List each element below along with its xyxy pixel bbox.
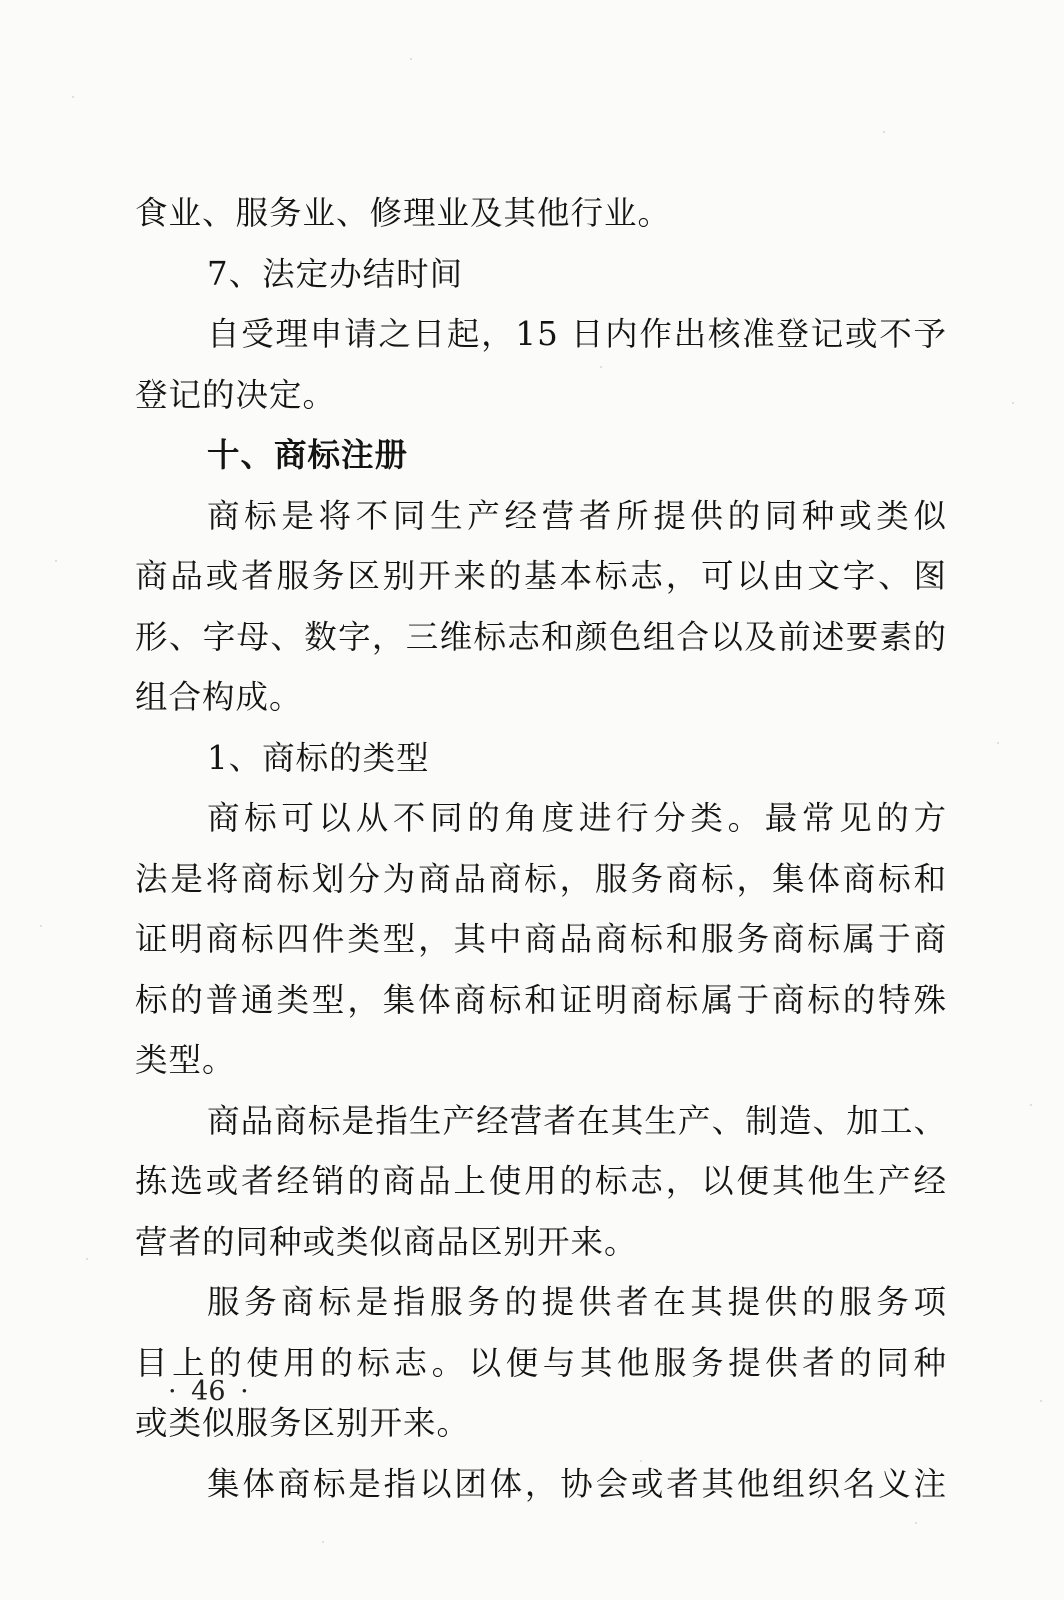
text-line: 形、字母、数字，三维标志和颜色组合以及前述要素的 bbox=[135, 617, 947, 656]
section-subheading: 7、法定办结时间 bbox=[207, 254, 464, 293]
text-line: 登记的决定。 bbox=[135, 375, 337, 414]
text-line: 商品或者服务区别开来的基本标志，可以由文字、图 bbox=[135, 557, 947, 595]
speck bbox=[883, 131, 885, 133]
text-line: 拣选或者经销的商品上使用的标志，以便其他生产经 bbox=[135, 1162, 947, 1200]
speck bbox=[1040, 1400, 1042, 1402]
speck bbox=[1012, 402, 1014, 404]
text-line: 服务商标是指服务的提供者在其提供的服务项 bbox=[207, 1283, 947, 1321]
speck bbox=[86, 1258, 88, 1260]
text-line: 自受理申请之日起，15 日内作出核准登记或不予 bbox=[207, 315, 947, 353]
section-subheading: 1、商标的类型 bbox=[207, 738, 430, 777]
speck bbox=[322, 1541, 324, 1543]
speck bbox=[72, 96, 74, 98]
section-heading: 十、商标注册 bbox=[207, 435, 409, 474]
speck bbox=[410, 58, 412, 60]
page-number: · 46 · bbox=[168, 1376, 249, 1407]
body-text bbox=[135, 183, 947, 1514]
speck bbox=[997, 742, 999, 744]
speck bbox=[40, 925, 42, 927]
text-line: 证明商标四件类型，其中商品商标和服务商标属于商 bbox=[135, 920, 947, 958]
text-line: 组合构成。 bbox=[135, 678, 303, 716]
text-line: 食业、服务业、修理业及其他行业。 bbox=[135, 194, 672, 232]
text-line: 商品商标是指生产经营者在其生产、制造、加工、 bbox=[207, 1101, 947, 1140]
text-line: 类型。 bbox=[135, 1041, 236, 1079]
text-line: 标的普通类型，集体商标和证明商标属于商标的特殊 bbox=[135, 980, 947, 1019]
text-line: 营者的同种或类似商品区别开来。 bbox=[135, 1222, 638, 1261]
speck bbox=[55, 560, 57, 562]
text-line: 集体商标是指以团体，协会或者其他组织名义注 bbox=[207, 1464, 947, 1503]
speck bbox=[1030, 1104, 1032, 1106]
text-line: 或类似服务区别开来。 bbox=[135, 1404, 471, 1442]
text-line: 法是将商标划分为商品商标，服务商标，集体商标和 bbox=[135, 859, 947, 898]
text-line: 目上的使用的标志。以便与其他服务提供者的同种 bbox=[135, 1343, 947, 1382]
speck bbox=[915, 1522, 917, 1524]
text-line: 商标是将不同生产经营者所提供的同种或类似 bbox=[207, 496, 947, 535]
text-line: 商标可以从不同的角度进行分类。最常见的方 bbox=[207, 799, 947, 837]
